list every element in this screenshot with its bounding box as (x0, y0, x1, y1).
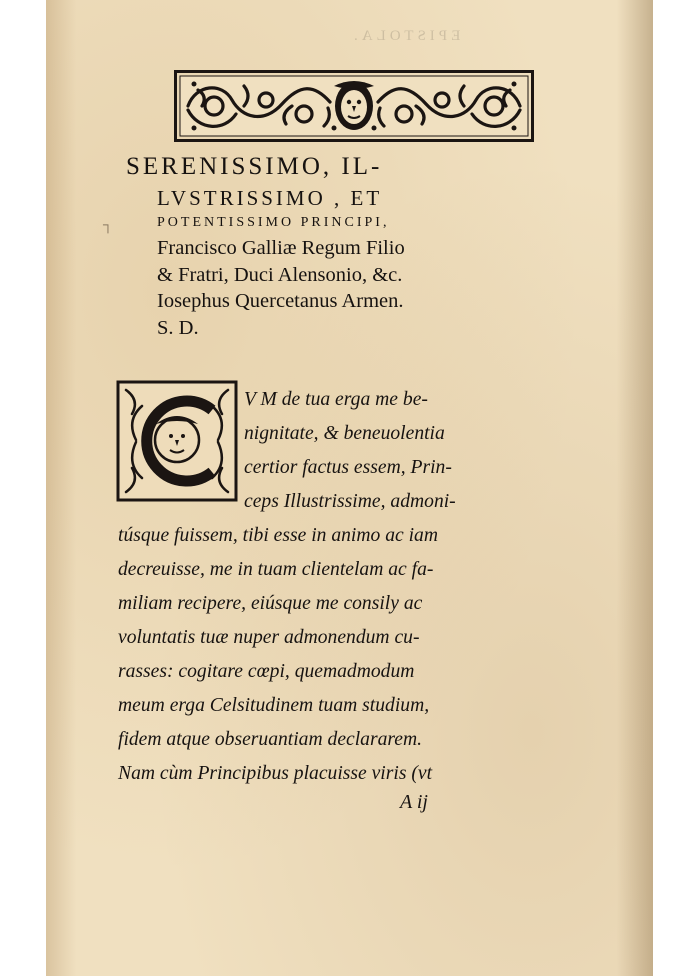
body-line: túsque fuissem, tibi esse in animo ac iam (118, 525, 439, 546)
body-line: miliam recipere, eiúsque me consily ac (118, 593, 423, 614)
body-line: ceps Illustrissime, admoni- (244, 491, 456, 512)
body-line: nignitate, & beneuolentia (244, 423, 445, 444)
dedication-line-2: LVSTRISSIMO , ET (157, 186, 383, 210)
signature-mark: A ij (400, 791, 428, 813)
dedication-line-7: S. D. (157, 316, 199, 339)
dedication-line-1: SERENISSIMO, IL- (126, 153, 383, 180)
dedication-line-3: POTENTISSIMO PRINCIPI, (157, 215, 390, 230)
dedication-heading (126, 154, 526, 344)
headpiece-ornament (174, 70, 534, 142)
body-line: Nam cùm Principibus placuisse viris (vt (118, 763, 433, 784)
dedication-line-4: Francisco Galliæ Regum Filio (157, 237, 405, 259)
body-line: V M de tua erga me be- (244, 389, 428, 410)
body-line: voluntatis tuæ nuper admonendum cu- (118, 627, 420, 648)
body-line: decreuisse, me in tuam clientelam ac fa- (118, 559, 434, 580)
decorated-initial (116, 380, 238, 502)
body-line: fidem atque obseruantiam declararem. (118, 729, 423, 750)
dedication-line-6: Iosephus Quercetanus Armen. (157, 290, 404, 312)
body-line: meum erga Celsitudinem tuam studium, (118, 695, 430, 716)
dedication-line-5: & Fratri, Duci Alensonio, &c. (157, 263, 403, 286)
show-through-running-head: EPISTOLA. (350, 28, 461, 44)
initial-letter: C (177, 498, 178, 499)
margin-mark: ┐ (103, 218, 113, 233)
body-line: certior factus essem, Prin- (244, 457, 452, 478)
body-line: rasses: cogitare cœpi, quemadmodum (118, 661, 415, 682)
